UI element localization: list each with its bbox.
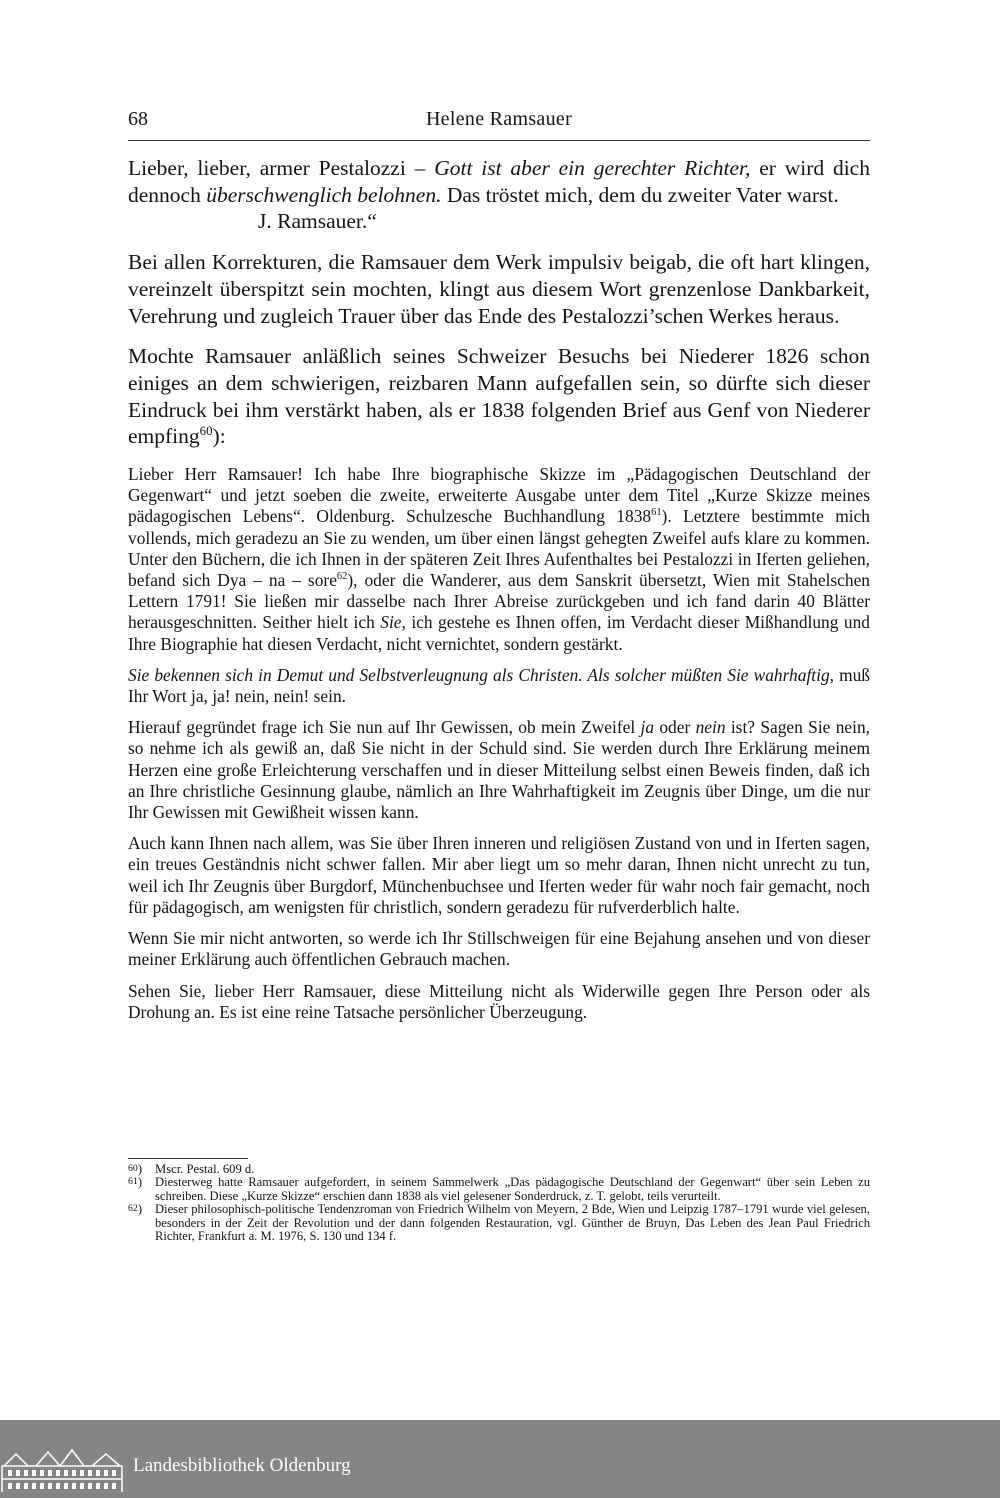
footnote-number: 62 bbox=[128, 1203, 138, 1215]
letter-emphasis: nein bbox=[695, 717, 726, 738]
footnote-ref: 62 bbox=[336, 571, 348, 583]
footnote-ref: 60 bbox=[199, 424, 213, 439]
letter-text: Hierauf gegründet frage ich Sie nun auf Ihr Gewissen, ob mein Zweifel bbox=[128, 717, 641, 738]
page-number: 68 bbox=[128, 108, 148, 130]
footnote bbox=[128, 1203, 870, 1243]
letter-emphasis: Sie, bbox=[380, 612, 406, 633]
footnote-text: Diesterweg hatte Ramsauer aufgefordert, in seinem Sammelwerk „Das pädagogische Deutschland der Gegenwart“ über sein Leben zu schreiben. Diese „Kurze Skizze“ erschien dann 1838 als viel gelesener Sonderdruck, z. T. gelobt, teils verurteilt. bbox=[155, 1175, 870, 1203]
footnote-marker: $^{60}$) bbox=[128, 1162, 143, 1176]
footnote-number: 61 bbox=[128, 1176, 138, 1188]
footnote-number: 60 bbox=[128, 1163, 138, 1174]
letter-text: muß Ihr Wort ja, ja! nein, nein! sein. bbox=[128, 664, 870, 707]
letter-paragraph: Wenn Sie mir nicht antworten, so werde ich Ihr Stillschweigen für eine Bejahung ansehen und von dieser meiner Erklärung auch öffentlichen Gebrauch machen. bbox=[128, 928, 870, 970]
letter-text: ), oder die Wanderer, aus dem Sanskrit übersetzt, Wien mit Stahelschen Lettern 1791! Sie ließen mir dasselbe nach Ihrer Abreise zurückgeben und ich fand darin 40 Blätter herausgeschnitten. Seither hielt ich bbox=[128, 570, 870, 633]
body-text: ): bbox=[212, 424, 226, 449]
footnote-marker: $^{62}$) bbox=[128, 1202, 143, 1217]
footnotes bbox=[128, 1163, 870, 1243]
letter-text: oder bbox=[654, 717, 696, 738]
letter-emphasis: ja bbox=[640, 717, 655, 738]
running-head bbox=[128, 104, 870, 141]
letter-paragraph bbox=[128, 464, 870, 655]
letter-paragraph: Sehen Sie, lieber Herr Ramsauer, diese Mitteilung nicht als Widerwille gegen Ihre Person oder als Drohung an. Es ist eine reine Tatsache persönlicher Überzeugung. bbox=[128, 980, 870, 1022]
footnote bbox=[128, 1176, 870, 1203]
quote-text: Lieber, lieber, armer Pestalozzi – bbox=[128, 156, 435, 180]
library-building-icon bbox=[0, 1446, 124, 1492]
library-name: Landesbibliothek Oldenburg bbox=[133, 1455, 351, 1476]
signature: J. Ramsauer.“ bbox=[258, 209, 377, 234]
body-paragraph bbox=[128, 343, 870, 450]
letter-paragraph bbox=[128, 717, 870, 823]
letter-text: ich gestehe es Ihnen offen, im Verdacht dieser Mißhandlung und Ihre Biographie hat diesen Verdacht, nicht vernichtet, sondern gestärkt. bbox=[128, 612, 870, 654]
letter-emphasis: Sie bekennen sich in Demut und Selbstverleugnung als Christen. Als solcher müßten Sie wahrhaftig, bbox=[128, 664, 834, 685]
quote-text: er wird dich dennoch bbox=[128, 156, 870, 207]
letter-text: ). Letztere bestimmte mich vollends, mich geradezu an Sie zu wenden, um über einen längst gehegten Zweifel aufs klare zu kommen. Unter den Büchern, die ich Ihnen in der späteren Zeit Ihres Aufenthaltes bei Pestalozzi in Iferten geliehen, befand sich Dya – na – sore bbox=[128, 506, 870, 591]
running-title: Helene Ramsauer bbox=[425, 108, 573, 130]
library-footer bbox=[0, 1420, 1000, 1498]
body-text: Mochte Ramsauer anläßlich seines Schweizer Besuchs bei Niederer 1826 schon einiges an dem schwierigen, reizbaren Mann aufgefallen sein, so dürfte sich dieser Eindruck bei ihm verstärkt haben, als er 1838 folgenden Brief aus Genf von Niederer empfing bbox=[128, 344, 870, 449]
footnote-ref: 61 bbox=[651, 507, 662, 519]
letter-text: ist? Sagen Sie nein, so nehme ich als gewiß an, daß Sie nicht in der Schuld sind. Sie werden durch Ihre Erklärung meinem Herzen eine große Erleichterung verschaffen und in dieser Mitteilung selbst einen Beweis finden, daß ich an Ihre christliche Gesinnung glaube, nämlich an Ihre Wahrhaftigkeit im Zeugnis über Dinge, um die nur Ihr Gewissen mit Gewißheit wissen kann. bbox=[128, 717, 870, 823]
quote-emphasis: überschwenglich belohnen. bbox=[206, 182, 442, 207]
main-text bbox=[128, 155, 870, 1023]
letter-text: Lieber Herr Ramsauer! Ich habe Ihre biographische Skizze im „Pädagogischen Deutschland der Gegenwart“ und jetzt soeben die zweite, erweiterte Ausgabe unter dem Titel „Kurze Skizze meines pädagogischen Lebens“. Oldenburg. Schulzesche Buchhandlung 1838 bbox=[128, 464, 870, 527]
quote-text: Das tröstet mich, dem du zweiter Vater warst. bbox=[441, 182, 839, 207]
footnote-divider bbox=[128, 1158, 248, 1159]
letter-paragraph bbox=[128, 665, 870, 707]
quote-paragraph bbox=[128, 155, 870, 235]
quote-emphasis: Gott ist aber ein gerechter Richter, bbox=[434, 156, 751, 180]
footnote-text: Mscr. Pestal. 609 d. bbox=[155, 1162, 255, 1176]
footnote bbox=[128, 1163, 870, 1176]
footnote-marker: $^{61}$) bbox=[128, 1175, 143, 1190]
footnote-text: Dieser philosophisch-politische Tendenzroman von Friedrich Wilhelm von Meyern, 2 Bde, Wien und Leipzig 1787–1791 wurde viel gelesen, besonders in der Zeit der Revolution und der dann folgenden Restauration, vgl. Günther de Bruyn, Das Leben des Jean Paul Friedrich Richter, Frankfurt a. M. 1976, S. 130 und 134 f. bbox=[155, 1202, 870, 1244]
body-paragraph: Bei allen Korrekturen, die Ramsauer dem Werk impulsiv beigab, die oft hart klingen, vereinzelt überspitzt sein mochten, klingt aus diesem Wort grenzenlose Dankbarkeit, Verehrung und zugleich Trauer über das Ende des Pestalozzi’schen Werkes heraus. bbox=[128, 250, 870, 328]
letter-paragraph: Auch kann Ihnen nach allem, was Sie über Ihren inneren und religiösen Zustand von und in Iferten sagen, ein treues Geständnis nicht schwer fallen. Mir aber liegt um so mehr daran, Ihnen nicht unrecht zu tun, weil ich Ihr Zeugnis über Burgdorf, Münchenbuchsee und Iferten weder für wahr noch fair gemacht, noch für pädagogisch, am wenigsten für christlich, sondern geradezu für rufverderblich halte. bbox=[128, 833, 870, 917]
